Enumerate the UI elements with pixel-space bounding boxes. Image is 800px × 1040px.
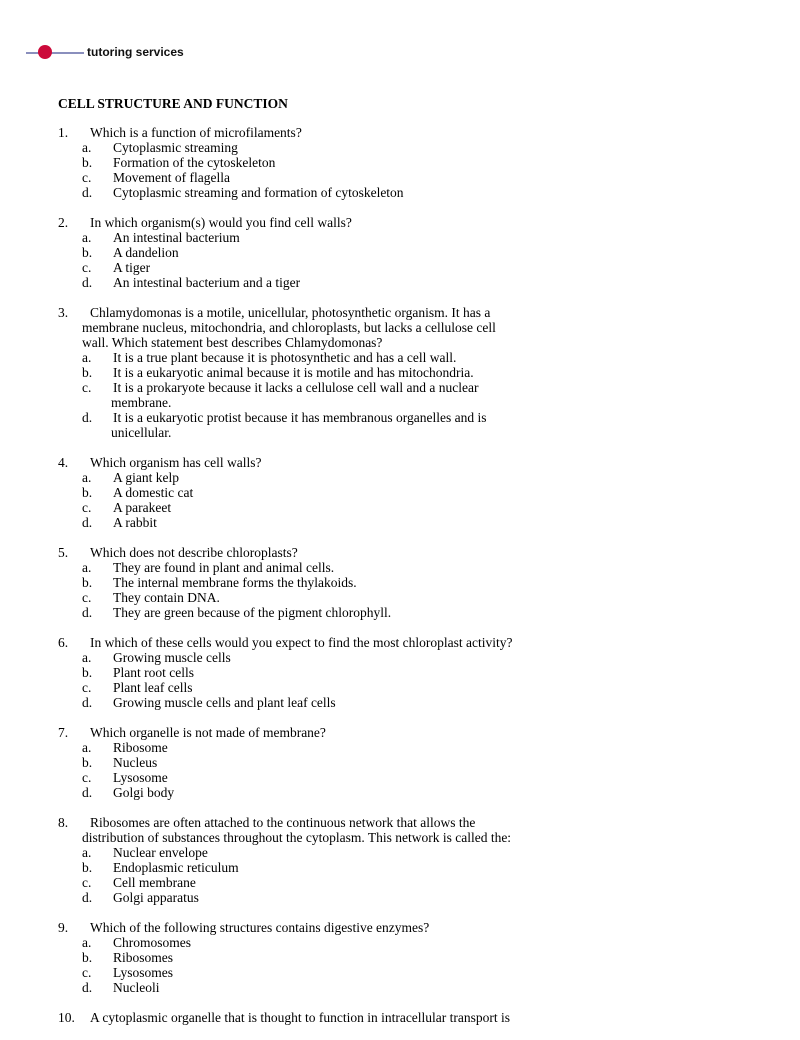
option-text: They contain DNA.: [113, 590, 220, 605]
option-letter: d.: [82, 890, 93, 905]
question-number: 10.: [58, 1010, 75, 1025]
option-text-continued: membrane.: [111, 395, 172, 410]
option-letter: a.: [82, 350, 92, 365]
question: [58, 725, 778, 800]
option-letter: b.: [82, 485, 93, 500]
answer-option: [58, 410, 778, 425]
worksheet: [58, 95, 778, 1040]
option-letter: a.: [82, 230, 92, 245]
answer-option: [58, 860, 778, 875]
option-letter: d.: [82, 410, 93, 425]
answer-option: [58, 695, 778, 710]
option-letter: b.: [82, 155, 93, 170]
question-text: Which is a function of microfilaments?: [90, 125, 302, 140]
page-title: CELL STRUCTURE AND FUNCTION: [58, 96, 288, 111]
answer-option: [58, 275, 778, 290]
option-text: Golgi apparatus: [113, 890, 199, 905]
question: [58, 215, 778, 290]
question-number: 2.: [58, 215, 69, 230]
option-text: Chromosomes: [113, 935, 192, 950]
option-letter: d.: [82, 980, 93, 995]
option-letter: c.: [82, 260, 92, 275]
option-text: Endoplasmic reticulum: [113, 860, 239, 875]
answer-option: [58, 575, 778, 590]
option-text: Nucleus: [113, 755, 158, 770]
question-line: [58, 305, 778, 320]
question: [58, 1010, 778, 1025]
answer-option: [58, 590, 778, 605]
option-text: It is a prokaryote because it lacks a cellulose cell wall and a nuclear: [113, 380, 479, 395]
option-letter: b.: [82, 860, 93, 875]
question: [58, 635, 778, 710]
option-text: Plant root cells: [113, 665, 194, 680]
question: [58, 455, 778, 530]
answer-option: [58, 155, 778, 170]
option-text: Cytoplasmic streaming and formation of cytoskeleton: [113, 185, 404, 200]
question-text: Ribosomes are often attached to the continuous network that allows the: [90, 815, 476, 830]
question: [58, 920, 778, 995]
answer-option: [58, 890, 778, 905]
option-text: Ribosome: [113, 740, 168, 755]
option-letter: d.: [82, 275, 93, 290]
question-line: [58, 215, 778, 230]
answer-option: [58, 470, 778, 485]
answer-option: [58, 980, 778, 995]
answer-option: [58, 755, 778, 770]
option-letter: a.: [82, 470, 92, 485]
question-text-continued: wall. Which statement best describes Chlamydomonas?: [82, 335, 383, 350]
option-letter: c.: [82, 875, 92, 890]
answer-option: [58, 380, 778, 395]
answer-option: [58, 665, 778, 680]
answer-option: [58, 950, 778, 965]
option-text: Cell membrane: [113, 875, 196, 890]
answer-option: [58, 875, 778, 890]
answer-option: [58, 605, 778, 620]
option-letter: a.: [82, 140, 92, 155]
option-letter: c.: [82, 500, 92, 515]
option-letter: c.: [82, 170, 92, 185]
option-text: A rabbit: [113, 515, 157, 530]
answer-option: [58, 140, 778, 155]
answer-option: [58, 230, 778, 245]
option-letter: a.: [82, 740, 92, 755]
option-letter: d.: [82, 785, 93, 800]
option-letter: b.: [82, 575, 93, 590]
question-list: [58, 125, 778, 1025]
option-text: They are found in plant and animal cells.: [113, 560, 335, 575]
question-line: [58, 545, 778, 560]
option-letter: b.: [82, 245, 93, 260]
option-text: Growing muscle cells: [113, 650, 231, 665]
question-number: 1.: [58, 125, 69, 140]
answer-option: [58, 500, 778, 515]
question-number: 4.: [58, 455, 69, 470]
option-text: Ribosomes: [113, 950, 174, 965]
option-text-continued: unicellular.: [111, 425, 172, 440]
option-text: Growing muscle cells and plant leaf cells: [113, 695, 336, 710]
question-text-continued: distribution of substances throughout the cytoplasm. This network is called the:: [82, 830, 512, 845]
option-text: Formation of the cytoskeleton: [113, 155, 276, 170]
question-number: 3.: [58, 305, 69, 320]
option-text: Lysosomes: [113, 965, 174, 980]
logo-dot-icon: [38, 45, 52, 59]
option-text: A giant kelp: [113, 470, 179, 485]
option-text: Nuclear envelope: [113, 845, 208, 860]
option-text: An intestinal bacterium and a tiger: [113, 275, 301, 290]
question-text: Which organism has cell walls?: [90, 455, 262, 470]
answer-option: [58, 185, 778, 200]
option-letter: a.: [82, 650, 92, 665]
question-number: 8.: [58, 815, 69, 830]
question: [58, 125, 778, 200]
option-text: A parakeet: [113, 500, 172, 515]
answer-option: [58, 965, 778, 980]
option-text: It is a eukaryotic animal because it is motile and has mitochondria.: [113, 365, 474, 380]
option-text: A dandelion: [113, 245, 179, 260]
option-letter: b.: [82, 365, 93, 380]
question-number: 7.: [58, 725, 69, 740]
answer-option: [58, 785, 778, 800]
answer-option: [58, 740, 778, 755]
option-text: Nucleoli: [113, 980, 160, 995]
option-text: A domestic cat: [113, 485, 194, 500]
answer-option: [58, 680, 778, 695]
option-letter: d.: [82, 515, 93, 530]
option-text: The internal membrane forms the thylakoids.: [113, 575, 357, 590]
logo-line: [26, 52, 84, 54]
question-line: [58, 725, 778, 740]
option-letter: a.: [82, 935, 92, 950]
option-text: Movement of flagella: [113, 170, 230, 185]
option-text: A tiger: [113, 260, 151, 275]
answer-option: [58, 845, 778, 860]
question-text: Which does not describe chloroplasts?: [90, 545, 298, 560]
answer-option: [58, 485, 778, 500]
question-text: Which organelle is not made of membrane?: [90, 725, 326, 740]
question-line: [58, 125, 778, 140]
question-text: A cytoplasmic organelle that is thought to function in intracellular transport is: [90, 1010, 511, 1025]
option-letter: d.: [82, 185, 93, 200]
answer-option: [58, 170, 778, 185]
answer-option: [58, 245, 778, 260]
option-letter: c.: [82, 965, 92, 980]
tutoring-services-logo: [26, 44, 226, 60]
question-line: [58, 920, 778, 935]
question-text: In which of these cells would you expect to find the most chloroplast activity?: [90, 635, 513, 650]
answer-option: [58, 260, 778, 275]
option-text: Lysosome: [113, 770, 168, 785]
option-letter: a.: [82, 560, 92, 575]
option-text: An intestinal bacterium: [113, 230, 240, 245]
question: [58, 305, 778, 440]
question-text: Which of the following structures contains digestive enzymes?: [90, 920, 430, 935]
question-text-continued: membrane nucleus, mitochondria, and chloroplasts, but lacks a cellulose cell: [82, 320, 496, 335]
option-letter: d.: [82, 605, 93, 620]
brand-name: tutoring services: [87, 45, 184, 59]
option-letter: c.: [82, 770, 92, 785]
question-line: [58, 815, 778, 830]
answer-option: [58, 770, 778, 785]
option-letter: b.: [82, 755, 93, 770]
answer-option: [58, 350, 778, 365]
answer-option: [58, 515, 778, 530]
option-text: It is a true plant because it is photosynthetic and has a cell wall.: [113, 350, 457, 365]
option-letter: a.: [82, 845, 92, 860]
option-text: Golgi body: [113, 785, 175, 800]
option-text: Plant leaf cells: [113, 680, 193, 695]
question-number: 5.: [58, 545, 69, 560]
option-letter: d.: [82, 695, 93, 710]
question: [58, 545, 778, 620]
option-text: Cytoplasmic streaming: [113, 140, 238, 155]
question-line: [58, 1010, 778, 1025]
option-letter: b.: [82, 950, 93, 965]
question-number: 9.: [58, 920, 69, 935]
option-letter: c.: [82, 680, 92, 695]
question-text: Chlamydomonas is a motile, unicellular, photosynthetic organism. It has a: [90, 305, 491, 320]
option-text: They are green because of the pigment chlorophyll.: [113, 605, 392, 620]
question-text: In which organism(s) would you find cell walls?: [90, 215, 352, 230]
question-line: [58, 635, 778, 650]
question-line: [58, 455, 778, 470]
question-number: 6.: [58, 635, 69, 650]
option-letter: c.: [82, 380, 92, 395]
question: [58, 815, 778, 905]
option-letter: c.: [82, 590, 92, 605]
answer-option: [58, 560, 778, 575]
answer-option: [58, 935, 778, 950]
answer-option: [58, 650, 778, 665]
option-letter: b.: [82, 665, 93, 680]
answer-option: [58, 365, 778, 380]
option-text: It is a eukaryotic protist because it has membranous organelles and is: [113, 410, 487, 425]
